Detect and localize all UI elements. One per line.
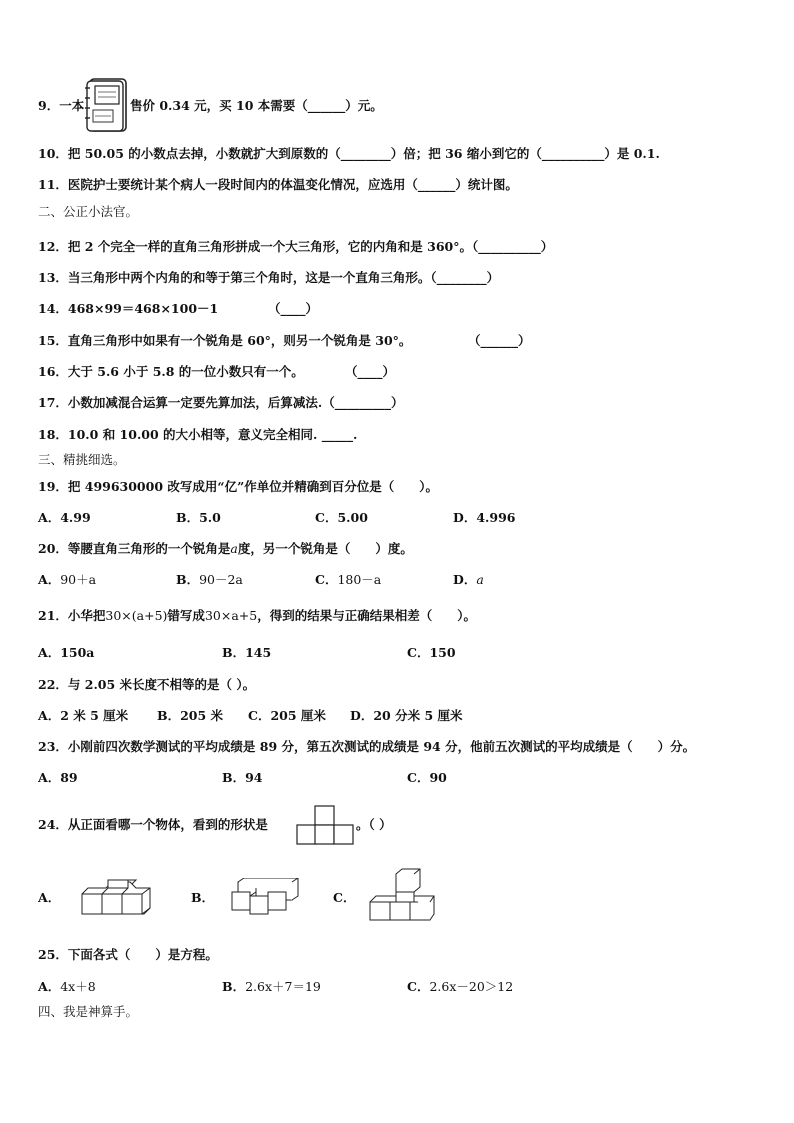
q20-pre: 20．等腰直角三角形的一个锐角是 <box>38 541 231 556</box>
q20-label-b: B． <box>176 572 200 587</box>
q25-option-b <box>222 978 321 996</box>
question-13: 13．当三角形中两个内角的和等于第三个角时，这是一个直角三角形。（________） <box>38 270 500 285</box>
q9-post: 售价 0.34 元，买 10 本需要（______）元。 <box>130 98 383 113</box>
q25-option-c <box>407 978 513 996</box>
q24-option-c-label: C． <box>333 890 356 905</box>
q20-label-a: A． <box>38 572 61 587</box>
q24-option-a-figure <box>80 878 156 916</box>
q24-option-c-figure <box>368 868 436 922</box>
q20-var: a <box>230 541 238 556</box>
q19-option-b: B．5.0 <box>176 510 221 525</box>
section-3-heading: 三、精挑细选。 <box>38 452 126 467</box>
q19-option-d: D．4.996 <box>453 510 516 525</box>
q14-paren: （____） <box>268 301 319 316</box>
question-19: 19．把 499630000 改写成用“亿”作单位并精确到百分位是（ ）。 <box>38 479 439 494</box>
q22-option-d: D．20 分米 5 厘米 <box>350 708 463 723</box>
question-15: 15．直角三角形中如果有一个锐角是 60°，则另一个锐角是 30°。 <box>38 333 412 348</box>
question-14 <box>38 300 218 318</box>
q14-text: 14．468×99＝468×100－1 <box>38 301 219 316</box>
q21-pre: 21．小华把 <box>38 608 106 623</box>
question-11: 11．医院护士要统计某个病人一段时间内的体温变化情况，应选用（______）统计图。 <box>38 177 518 192</box>
question-22: 22．与 2.05 米长度不相等的是（ ）。 <box>38 677 256 692</box>
q24-option-a-label: A． <box>38 890 61 905</box>
q25-label-c: C． <box>407 979 430 994</box>
q16-paren: （____） <box>345 364 396 379</box>
question-18: 18．10.0 和 10.00 的大小相等，意义完全相同. _____. <box>38 427 358 442</box>
question-10: 10．把 50.05 的小数点去掉，小数就扩大到原数的（________）倍；把 36 缩小到它的（__________）是 0.1. <box>38 146 660 161</box>
q25-expr-b: 2.6x＋7＝19 <box>245 979 321 994</box>
q19-option-a: A．4.99 <box>38 510 91 525</box>
q15-paren: （______） <box>468 333 531 348</box>
question-21 <box>38 607 476 625</box>
question-20 <box>38 540 413 558</box>
question-16: 16．大于 5.6 小于 5.8 的一位小数只有一个。 <box>38 364 304 379</box>
q20-expr-b: 90－2a <box>199 572 243 587</box>
q23-option-a: A．89 <box>38 770 78 785</box>
question-24: 24．从正面看哪一个物体，看到的形状是 <box>38 817 268 832</box>
q20-post: 度，另一个锐角是（ ）度。 <box>237 541 413 556</box>
question-17: 17．小数加减混合运算一定要先算加法，后算减法.（_________） <box>38 395 404 410</box>
question-23: 23．小刚前四次数学测试的平均成绩是 89 分，第五次测试的成绩是 94 分，他前五次测试的平均成绩是（ ）分。 <box>38 739 696 754</box>
q9-pre: 一本 <box>59 98 85 113</box>
q21-option-c: C．150 <box>407 645 456 660</box>
q23-option-b: B．94 <box>222 770 263 785</box>
q20-label-d: D． <box>453 572 477 587</box>
section-4-heading: 四、我是神算手。 <box>38 1004 139 1019</box>
question-25: 25．下面各式（ ）是方程。 <box>38 947 218 962</box>
q21-option-b: B．145 <box>222 645 272 660</box>
section-2-heading: 二、公正小法官。 <box>38 204 139 219</box>
q19-option-c: C．5.00 <box>315 510 368 525</box>
q22-option-c: C．205 厘米 <box>248 708 326 723</box>
q20-expr-a: 90＋a <box>60 572 97 587</box>
q22-option-a: A．2 米 5 厘米 <box>38 708 129 723</box>
q20-option-a <box>38 571 96 589</box>
q21-expr1: 30×(a+5) <box>105 608 168 623</box>
notebook-image <box>84 76 130 134</box>
q20-expr-d: a <box>476 572 484 587</box>
q21-mid: 错写成 <box>167 608 205 623</box>
q21-expr2: 30×a+5 <box>204 608 258 623</box>
q22-option-b: B．205 米 <box>157 708 224 723</box>
q24-option-b-label: B． <box>191 890 215 905</box>
q24-post: 。（ ） <box>356 817 392 832</box>
q20-label-c: C． <box>315 572 338 587</box>
q9-prefix: 9． <box>38 98 60 113</box>
q20-option-c <box>315 571 381 589</box>
q25-expr-a: 4x＋8 <box>60 979 96 994</box>
question-9 <box>38 97 84 115</box>
q20-expr-c: 180－a <box>337 572 382 587</box>
question-12: 12．把 2 个完全一样的直角三角形拼成一个大三角形，它的内角和是 360°。（__________） <box>38 239 554 254</box>
q21-option-a: A．150a <box>38 645 95 660</box>
q23-option-c: C．90 <box>407 770 447 785</box>
q21-post: ，得到的结果与正确结果相差（ ）。 <box>257 608 476 623</box>
q20-option-d <box>453 571 484 589</box>
front-view-shape <box>296 805 354 845</box>
q20-option-b <box>176 571 243 589</box>
q25-label-a: A． <box>38 979 61 994</box>
q24-option-b-figure <box>230 878 300 916</box>
q25-option-a <box>38 978 96 996</box>
q25-label-b: B． <box>222 979 246 994</box>
q25-expr-c: 2.6x－20＞12 <box>429 979 514 994</box>
